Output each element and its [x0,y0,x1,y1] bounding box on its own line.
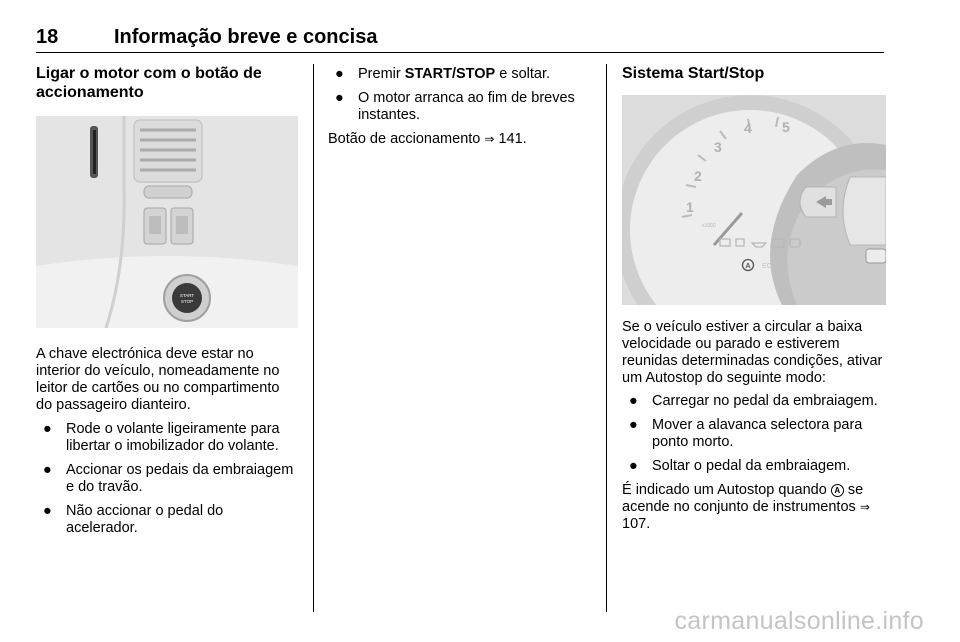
cross-reference: Botão de accionamento ⇒ 141. [328,131,527,147]
bullet-icon: ● [629,458,638,474]
autostop-icon: A [831,484,844,497]
list-item: ● Carregar no pedal da embraiagem. [629,393,878,409]
arrow-right-icon: ⇒ [859,500,870,514]
rpm-unit-label: x1000 [702,223,716,229]
page-header [36,26,884,53]
watermark: carmanualsonline.info [674,607,924,635]
list-item: ● Não accionar o pedal do acelerador. [43,503,224,536]
autostop-indicator-icon: A [745,263,751,270]
intro-paragraph: Se o veículo estiver a circular a baixa velocidade ou parado e estiverem reunidas determinadas condições, ativar um Autostop do seguinte modo: [622,319,883,386]
column-middle [328,64,596,148]
column-divider [313,64,314,612]
eco-label: ECO [762,263,778,270]
dial-number: 4 [744,120,752,136]
list-item: ● Soltar o pedal da embraiagem. [629,458,851,474]
dial-number: 5 [782,119,790,135]
section-heading-start-button: Ligar o motor com o botão de accionamento [36,65,262,101]
list-item: ● O motor arranca ao fim de breves instantes. [335,90,575,123]
column-right [622,64,886,533]
button-label-stop: STOP [180,299,194,304]
bullet-icon: ● [335,66,344,82]
dial-number: 2 [694,168,702,184]
bullet-icon: ● [43,462,52,478]
arrow-right-icon: ⇒ [484,132,495,146]
autostop-steps-list [622,393,886,475]
autostop-indication-paragraph: É indicado um Autostop quando A se acende no conjunto de instrumentos ⇒ 107. [622,482,870,532]
dial-number: 3 [714,139,722,155]
section-heading-start-stop: Sistema Start/Stop [622,65,765,82]
column-left [36,64,298,544]
bullet-icon: ● [629,393,638,409]
bullet-icon: ● [335,90,344,106]
list-item: ● Mover a alavanca selectora para ponto morto. [629,417,863,450]
button-label-start: START [179,293,195,298]
list-item: ● Premir START/STOP e soltar. [335,66,551,82]
steps-list [36,421,298,537]
dial-number: 1 [686,199,694,215]
column-divider [606,64,607,612]
page-number: 18 [36,26,59,48]
steps-list-continued [328,66,596,124]
intro-paragraph: A chave electrónica deve estar no interior do veículo, nomeadamente no leitor de cartões ou no compartimento do passageiro dianteiro. [36,346,280,413]
list-item: ● Rode o volante ligeiramente para libertar o imobilizador do volante. [43,421,280,454]
bullet-icon: ● [629,417,638,433]
list-item: ● Accionar os pedais da embraiagem e do travão. [43,462,294,495]
instrument-cluster-illustration [622,95,886,305]
bullet-icon: ● [43,503,52,519]
start-button-illustration [36,116,298,328]
start-stop-label: START/STOP [404,66,496,82]
page-title: Informação breve e concisa [114,26,378,48]
bullet-icon: ● [43,421,52,437]
